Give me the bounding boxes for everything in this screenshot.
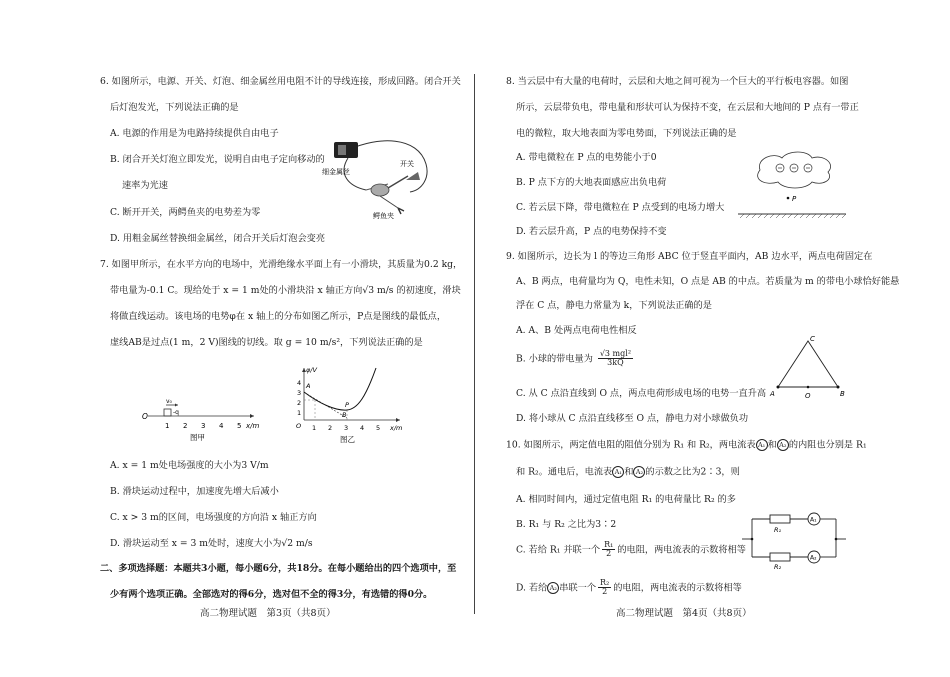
yi-ylabel: φ/V (306, 366, 317, 374)
q8-stem-line3: 电的微粒，取大地表面为零电势面，下列说法正确的是 (516, 128, 737, 139)
switch-icon (406, 172, 420, 180)
q10-option-a: A. 相同时间内，通过定值电阻 R₁ 的电荷量比 R₂ 的多 (516, 494, 736, 505)
q9-option-b-fraction: $\frac{\text{√3 mgl²}}{3kQ}$ (599, 349, 632, 368)
q9-stem-line3: 浮在 C 点，静电力常量为 k，下列说法正确的是 (516, 300, 712, 311)
q10-stem-line2: 和 R₂。通电后，电流表 A₁ 和 A₂ 的示数之比为2∶3，则 (516, 466, 740, 478)
jia-ticks (165, 422, 241, 430)
label-alligator-clip: 鳄鱼夹 (373, 212, 394, 220)
triangle-label-b: B (840, 390, 845, 398)
q9-stem-line1: 9. 如图所示，边长为 l 的等边三角形 ABC 位于竖直平面内，AB 边水平，两点电荷固定在 (506, 251, 873, 262)
jia-charge: -q (173, 409, 179, 416)
q7-option-c: C. x > 3 m的区间，电场强度的方向沿 x 轴正方向 (110, 512, 317, 523)
q7-stem-line1: 7. 如图甲所示，在水平方向的电场中，光滑绝缘水平面上有一小滑块，其质量为0.2 kg， (100, 259, 463, 270)
label-thin-wire: 细金属丝 (322, 168, 350, 176)
q7-figure-jia (142, 396, 267, 444)
q8-option-a: A. 带电微粒在 P 点的电势能小于0 (516, 152, 657, 163)
ammeter-a2-icon: A₂ (633, 466, 645, 478)
svg-text:5: 5 (237, 422, 242, 430)
q6-option-d: D. 用粗金属丝替换细金属丝，闭合开关后灯泡会变亮 (110, 233, 326, 244)
ammeter-a1-icon: A₁ (612, 466, 624, 478)
svg-text:2: 2 (328, 424, 333, 432)
q8-option-b: B. P 点下方的大地表面感应出负电荷 (516, 177, 667, 188)
jia-unit: x/m (246, 422, 260, 430)
q7-option-a: A. x = 1 m处电场强度的大小为3 V/m (110, 460, 269, 471)
q10-circuit-figure (738, 505, 850, 569)
svg-text:4: 4 (297, 379, 302, 387)
q6-option-a: A. 电源的作用是为电路持续提供自由电子 (110, 128, 279, 139)
bulb-icon (371, 184, 389, 196)
triangle-abc (778, 341, 838, 387)
yi-point-a: A (306, 382, 311, 390)
svg-text:1: 1 (297, 409, 302, 417)
yi-point-b: B (342, 411, 347, 419)
q9-option-b: B. 小球的带电量为 $\frac{\text{√3 mgl²}}{3kQ}$ (516, 349, 632, 368)
q10-option-d: D. 若给 A₂ 串联一个 $\frac{\text{R₂}}{2}$ 的电阻，两电流表的示数将相等 (516, 578, 742, 597)
yi-xlabel: x/m (390, 424, 403, 432)
resistor-r2-bottom (770, 553, 790, 561)
svg-text:1: 1 (312, 424, 317, 432)
q6-option-c: C. 断开开关，两鳄鱼夹的电势差为零 (110, 207, 261, 218)
point-p-dot (787, 197, 790, 200)
q6-option-b: B. 闭合开关灯泡立即发光，说明自由电子定向移动的 (110, 154, 325, 165)
q7-stem-line4: 虚线AB是过点(1 m，2 V)图线的切线。取 g = 10 m/s²，下列说法正确的是 (110, 337, 423, 348)
yi-point-p: P (345, 401, 349, 409)
jia-v0: v₀ (166, 398, 172, 405)
left-footer: 高二物理试题 第3页（共8页） (200, 608, 336, 619)
yi-origin: O (296, 422, 302, 430)
q7-stem-line3: 将做直线运动。该电场的电势φ在 x 轴上的分布如图乙所示，P点是图线的最低点， (110, 311, 447, 322)
svg-text:4: 4 (219, 422, 224, 430)
q6-stem-line1: 6. 如图所示，电源、开关、灯泡、细金属丝用电阻不计的导线连接，形成回路。闭合开关 (100, 76, 461, 87)
yi-xticks (312, 424, 380, 432)
q8-stem-line1: 8. 当云层中有大量的电荷时，云层和大地之间可视为一个巨大的平行板电容器。如图 (506, 76, 849, 87)
triangle-label-o: O (805, 392, 811, 400)
ammeter-a2-icon: A₂ (777, 439, 789, 451)
resistor-r1-top (770, 515, 790, 523)
svg-text:1: 1 (165, 422, 170, 430)
q10-option-c-fraction: $\frac{\text{R₁}}{2}$ (604, 540, 614, 559)
yi-potential-curve (304, 368, 376, 410)
q9-option-a: A. A、B 处两点电荷电性相反 (516, 325, 637, 336)
svg-text:A₂: A₂ (810, 554, 817, 562)
q9-triangle-figure (768, 333, 850, 401)
resistor-label-r2: R₂ (774, 563, 782, 569)
triangle-label-a: A (770, 390, 775, 398)
label-switch: 开关 (400, 160, 414, 168)
section-multi-choice-line1: 二、多项选择题：本题共3小题，每小题6分，共18分。在每小题给出的四个选项中，至 (100, 563, 457, 574)
cloud-icon (758, 152, 831, 188)
svg-text:3: 3 (297, 389, 302, 397)
q7-stem-line2: 带电量为-0.1 C。现给处于 x = 1 m处的小滑块沿 x 轴正方向√3 m/s 的初速度，滑块 (110, 285, 461, 296)
yi-yticks (297, 379, 301, 417)
svg-text:2: 2 (297, 399, 302, 407)
q6-option-b-cont: 速率为光速 (122, 180, 168, 191)
svg-text:4: 4 (360, 424, 365, 432)
yi-caption: 图乙 (340, 435, 355, 444)
q8-stem-line2: 所示，云层带负电，带电量和形状可认为保持不变，在云层和大地间的 P 点有一带正 (516, 102, 859, 113)
q6-circuit-figure (318, 134, 438, 220)
ammeter-a1-icon: A₁ (756, 439, 768, 451)
svg-text:5: 5 (376, 424, 381, 432)
q9-option-d: D. 将小球从 C 点沿直线移至 O 点，静电力对小球做负功 (516, 413, 749, 424)
right-page (476, 0, 950, 677)
slider-block (164, 409, 171, 416)
q8-option-d: D. 若云层升高，P 点的电势保持不变 (516, 226, 667, 237)
alligator-clip-icon (398, 208, 404, 214)
resistor-label-r1: R₁ (774, 526, 782, 534)
q9-option-c: C. 从 C 点沿直线到 O 点，两点电荷形成电场的电势一直升高 (516, 388, 767, 399)
svg-text:3: 3 (344, 424, 349, 432)
svg-text:2: 2 (183, 422, 188, 430)
jia-origin: O (142, 412, 148, 421)
q10-option-c: C. 若给 R₁ 并联一个 $\frac{\text{R₁}}{2}$ 的电阻，两电流表的示数将相等 (516, 540, 746, 559)
q8-option-c: C. 若云层下降，带电微粒在 P 点受到的电场力增大 (516, 202, 725, 213)
q6-stem-line2: 后灯泡发光，下列说法正确的是 (110, 102, 239, 113)
triangle-label-c: C (810, 335, 815, 343)
q8-point-p-label: P (792, 195, 797, 203)
jia-caption: 图甲 (190, 433, 205, 442)
q10-option-b: B. R₁ 与 R₂ 之比为3∶2 (516, 519, 617, 530)
ammeter-a2-icon: A₂ (547, 582, 559, 594)
q7-option-b: B. 滑块运动过程中，加速度先增大后减小 (110, 486, 279, 497)
svg-text:A₁: A₁ (810, 516, 817, 524)
q7-option-d: D. 滑块运动至 x = 3 m处时，速度大小为√2 m/s (110, 538, 313, 549)
svg-text:3: 3 (201, 422, 206, 430)
q10-stem-line1: 10. 如图所示，两定值电阻的阻值分别为 R₁ 和 R₂，两电流表 A₁ 和 A₂ 的内阻也分别是 R₁ (506, 439, 867, 451)
q8-cloud-figure (738, 150, 848, 222)
section-multi-choice-line2: 少有两个选项正确。全部选对的得6分，选对但不全的得3分，有选错的得0分。 (110, 589, 433, 600)
q7-figure-yi (290, 364, 410, 446)
right-footer: 高二物理试题 第4页（共8页） (616, 608, 752, 619)
q9-stem-line2: A、B 两点，电荷量均为 Q，电性未知，O 点是 AB 的中点。若质量为 m 的带电小球恰好能悬 (516, 276, 900, 287)
q10-option-d-fraction: $\frac{\text{R₂}}{2}$ (600, 578, 610, 597)
